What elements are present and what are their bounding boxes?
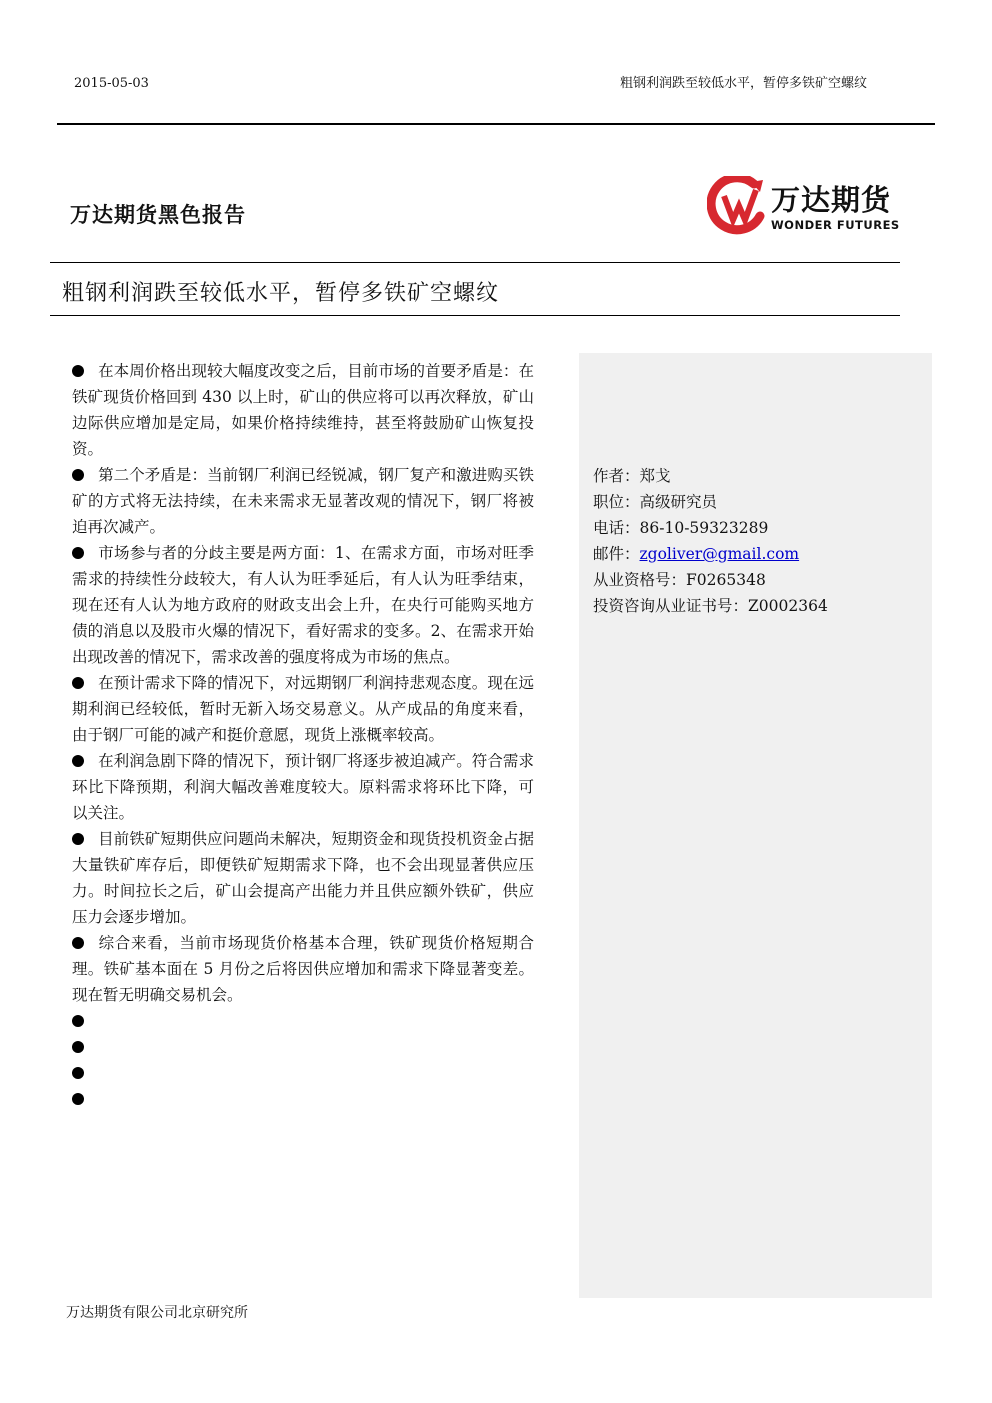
footer-org: 万达期货有限公司北京研究所 (66, 1305, 248, 1321)
bullet-icon (72, 677, 84, 689)
report-name: 万达期货黑色报告 (70, 203, 246, 227)
bullet-icon (72, 1067, 84, 1079)
email-row (593, 541, 828, 567)
author-row (593, 463, 828, 489)
license-row (593, 567, 828, 593)
paragraph-1-text: 在本周价格出现较大幅度改变之后，目前市场的首要矛盾是：在铁矿现货价格回到 430 以上时，矿山的供应将可以再次释放，矿山边际供应增加是定局，如果价格持续维持，甚至将鼓励矿山恢复投资。 (72, 362, 534, 458)
license-label: 从业资格号： (593, 571, 687, 589)
wonder-logo-icon (707, 176, 765, 236)
paragraph-4-text: 在预计需求下降的情况下，对远期钢厂利润持悲观态度。现在远期利润已经较低，暂时无新入场交易意义。从产成品的角度来看，由于钢厂可能的减产和挺价意愿，现货上涨概率较高。 (72, 674, 534, 744)
company-logo (707, 174, 917, 238)
phone-value: 86-10-59323289 (639, 519, 769, 537)
email-link[interactable]: zgoliver@gmail.com (639, 545, 800, 563)
paragraph-2 (72, 462, 534, 540)
email-label: 邮件： (593, 545, 640, 563)
position-row (593, 489, 828, 515)
phone-row (593, 515, 828, 541)
bullet-icon (72, 1093, 84, 1105)
paragraph-7 (72, 930, 534, 1008)
bullet-icon (72, 469, 84, 481)
bullet-icon (72, 1015, 84, 1027)
empty-bullet-item (72, 1060, 534, 1086)
empty-bullet-item (72, 1086, 534, 1112)
bullet-icon (72, 547, 84, 559)
paragraph-5 (72, 748, 534, 826)
logo-name-cn: 万达期货 (771, 183, 892, 217)
paragraph-3-text: 市场参与者的分歧主要是两方面：1、在需求方面，市场对旺季需求的持续性分歧较大，有人认为旺季延后，有人认为旺季结束，现在还有人认为地方政府的财政支出会上升，在央行可能购买地方债的消息以及股市火爆的情况下，看好需求的变多。2、在需求开始出现改善的情况下，需求改善的强度将成为市场的焦点。 (72, 544, 534, 666)
logo-name-en: WONDER FUTURES (771, 218, 900, 232)
author-panel (579, 353, 932, 1298)
paragraph-6 (72, 826, 534, 930)
paragraph-6-text: 目前铁矿短期供应问题尚未解决，短期资金和现货投机资金占据大量铁矿库存后，即便铁矿短期需求下降，也不会出现显著供应压力。时间拉长之后，矿山会提高产出能力并且供应额外铁矿，供应压力会逐步增加。 (72, 830, 534, 926)
paragraph-7-text: 综合来看，当前市场现货价格基本合理，铁矿现货价格短期合理。铁矿基本面在 5 月份之后将因供应增加和需求下降显著变差。现在暂无明确交易机会。 (72, 934, 534, 1004)
paragraph-3 (72, 540, 534, 670)
author-info (593, 463, 828, 619)
advisory-label: 投资咨询从业证书号： (593, 597, 749, 615)
position-label: 职位： (593, 493, 640, 511)
author-label: 作者： (593, 467, 640, 485)
phone-label: 电话： (593, 519, 640, 537)
paragraph-5-text: 在利润急剧下降的情况下，预计钢厂将逐步被迫减产。符合需求环比下降预期，利润大幅改善难度较大。原料需求将环比下降，可以关注。 (72, 752, 534, 822)
headline-rule-bottom (50, 315, 900, 316)
paragraph-4 (72, 670, 534, 748)
bullet-icon (72, 1041, 84, 1053)
author-name: 郑戈 (639, 467, 671, 485)
header-date: 2015-05-03 (74, 76, 149, 91)
position-value: 高级研究员 (639, 493, 718, 511)
empty-bullet-item (72, 1034, 534, 1060)
bullet-icon (72, 833, 84, 845)
header-rule (57, 123, 935, 125)
advisory-row (593, 593, 828, 619)
paragraph-1 (72, 358, 534, 462)
headline: 粗钢利润跌至较低水平，暂停多铁矿空螺纹 (62, 281, 500, 306)
empty-bullet-item (72, 1008, 534, 1034)
license-value: F0265348 (686, 571, 766, 589)
headline-rule-top (50, 262, 900, 263)
bullet-icon (72, 365, 84, 377)
advisory-value: Z0002364 (748, 597, 828, 615)
bullet-icon (72, 937, 84, 949)
body-column (72, 358, 534, 1112)
header-title: 粗钢利润跌至较低水平，暂停多铁矿空螺纹 (620, 76, 868, 91)
paragraph-2-text: 第二个矛盾是：当前钢厂利润已经锐减，钢厂复产和激进购买铁矿的方式将无法持续，在未来需求无显著改观的情况下，钢厂将被迫再次减产。 (72, 466, 534, 536)
bullet-icon (72, 755, 84, 767)
